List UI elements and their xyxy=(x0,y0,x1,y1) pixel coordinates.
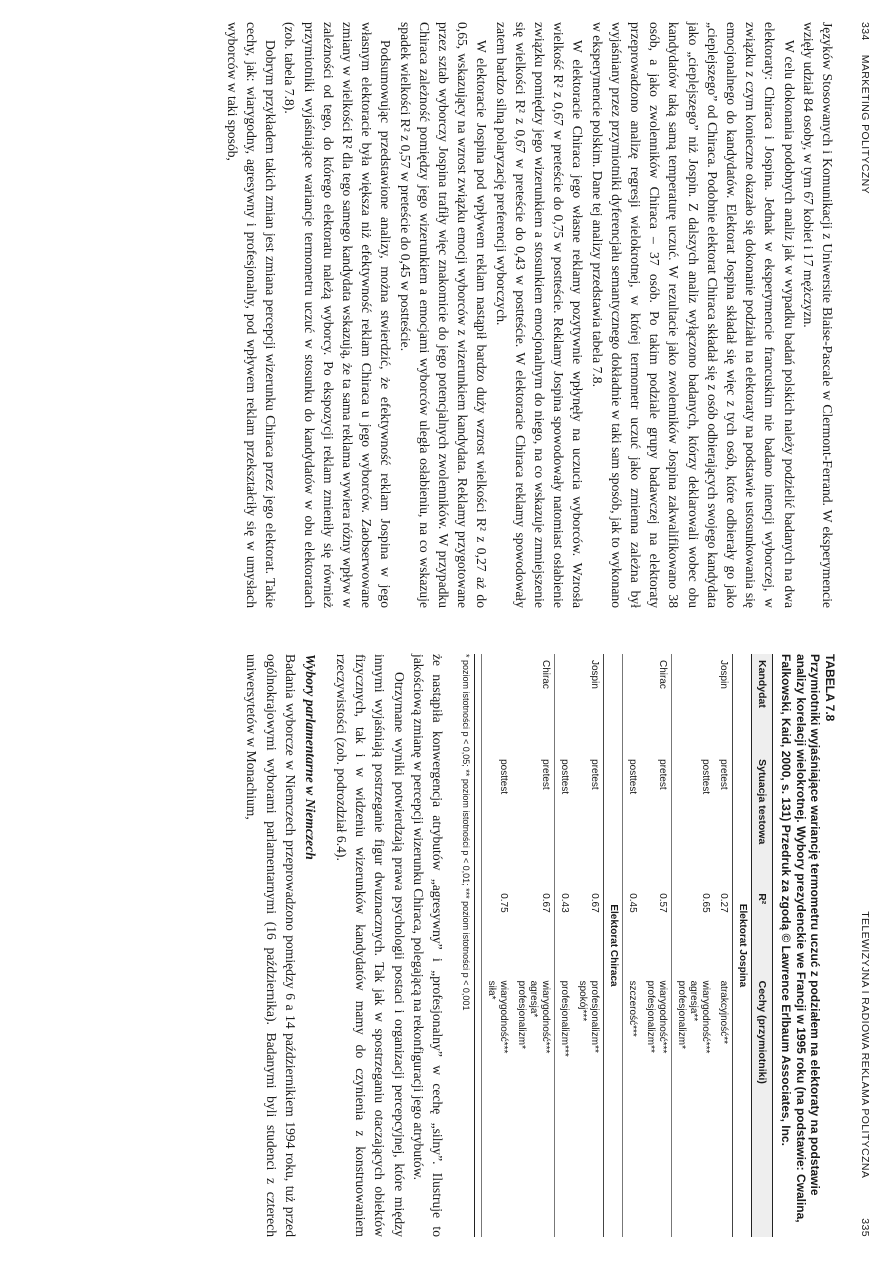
cell-r2: 0.57 xyxy=(657,893,668,913)
trait: wiarygodność*** xyxy=(700,980,711,1054)
trait: profesjonalizm** xyxy=(589,980,600,1053)
cell-situation: pretest xyxy=(657,759,668,790)
cell-traits xyxy=(623,975,642,1237)
table-group-row xyxy=(604,654,623,1237)
cell-r2: 0.67 xyxy=(540,893,551,913)
paragraph: Otrzymane wyniki potwierdzają prawa psychologii postaci i organizacji percepcyjnej, które między innymi wyjaśniają postrzeganie figur dwuznacznych. Tak jak w spostrzeganiu otaczających obiektów fizycznych, tak i w widzeniu wizerunków kandydatów mamy do czynienia z konstruowaniem rzeczywistości (zob. podrozdział 6.4). xyxy=(333,654,407,1237)
cell-traits xyxy=(641,975,672,1237)
trait: profesjonalizm* xyxy=(516,980,527,1049)
cell-r2: 0.43 xyxy=(555,887,574,974)
cell-r2: 0.65 xyxy=(672,887,715,974)
group-label: Elektorat Jospina xyxy=(733,654,752,1237)
right-running-head xyxy=(859,654,871,1237)
cell-situation: pretest xyxy=(589,759,600,790)
table-group-row xyxy=(733,654,752,1237)
cell-traits xyxy=(482,975,513,1237)
trait: wiarygodność*** xyxy=(540,980,551,1054)
cell-traits xyxy=(672,975,715,1237)
trait: agresja* xyxy=(528,980,539,1018)
table-row xyxy=(573,654,604,1237)
section-paragraph: Badania wyborcze w Niemczech przeprowadzono pomiędzy 6 a 14 październikiem 1994 roku, tuż przed ogólnokrajowymi wyborami parlamentarnymi (16 października). Badanymi byli studenci z czterech uniwersytetów w Monachium, xyxy=(244,654,298,1237)
trait: profesjonalizm*** xyxy=(559,980,570,1057)
paragraph: W elektoracie Chiraca jego własne reklamy pozytywnie wpłynęły na uczucia wyborców. Wzrosła wielkość R² z 0,67 w preteście do 0,75 w postteście. Reklamy Jospina spowodowały natomiast osłabienie związku pomiędzy jego wizerunkiem a stosunkiem emocjonalnym do niego, na co wskazuje zmniejszenie się wielkości R² z 0,67 w preteście do 0,43 w postteście. W elektoracie Chiraca reklamy spowodowały zatem bardzo silną polaryzację preferencji wyborczych. xyxy=(493,22,586,608)
table-row xyxy=(641,654,672,1237)
table-label: TABELA 7.8 xyxy=(823,654,837,722)
cell-r2: 0.27 xyxy=(718,893,729,913)
cell-r2: 0.75 xyxy=(482,887,513,974)
header-situation: Sytuacja testowa xyxy=(752,753,773,887)
table-row xyxy=(512,654,555,1237)
trait: szczerość*** xyxy=(627,980,638,1037)
trait: wiarygodność*** xyxy=(498,980,509,1054)
cell-situation: posttest xyxy=(482,753,513,887)
cell-r2: 0.45 xyxy=(623,887,642,974)
cell-traits xyxy=(714,975,733,1237)
header-traits: Cechy (przymiotniki) xyxy=(752,975,773,1237)
paragraph: Podsumowując przedstawione analizy, można stwierdzić, że efektywność reklam Jospina w jego własnym elektoracie była większa niż efektywność reklam Chiraca u jego wyborców. Zaobserwowane zmiany w wielkości R² dla tego samego kandydata wskazują, że ta sama reklama wywiera różny wpływ w zależności od tego, do którego elektoratu należą wyborcy. Po ekspozycji reklam zmieniły się również przymiotniki wyjaśniające wariancje termometru uczuć w stosunku do kandydatów w obu elektoratach (zob. tabela 7.8). xyxy=(282,22,394,608)
table-caption: Przymiotniki wyjaśniające wariancję termometru uczuć z podziałem na elektoraty na podstawie analizy korelacji wielokrotnej. Wybory prezydenckie we Francji w 1995 roku (na podstawie: Cwalina, Falkowski, Kaid, 2000, s. 131) Przedruk za zgodą © Lawrence Erlbaum Associates, Inc. xyxy=(779,654,823,1223)
trait: profesjonalizm* xyxy=(676,980,687,1049)
paragraph: Języków Stosowanych i Komunikacji z Uniwersite Blaise-Pascale w Clermont-Ferrand. W eksperymencie wzięły udział 84 osoby, w tym 67 kobiet i 17 mężczyzn. xyxy=(800,22,835,608)
left-page-number: 334 xyxy=(859,22,871,41)
cell-traits xyxy=(512,975,555,1237)
right-page-number: 335 xyxy=(859,1218,871,1237)
cell-candidate xyxy=(555,654,574,753)
trait: wiarygodność*** xyxy=(657,980,668,1054)
table-note: * poziom istotności p < 0,05; ** poziom istotności p < 0,01; *** poziom istotności p < 0,001 xyxy=(461,654,475,1237)
paragraph: że nastąpiła konwergencja atrybutów „agresywny” i „profesjonalny” w cechę „silny”. Ilustruje to jakościową zmianę w percepcji wizerunku Chiraca, polegającą na rekonfiguracji jego atrybutów. xyxy=(410,654,445,1237)
cell-situation: posttest xyxy=(555,753,574,887)
trait: profesjonalizm** xyxy=(645,980,656,1053)
table-row xyxy=(672,654,715,1237)
cell-situation: pretest xyxy=(718,759,729,790)
left-running-head xyxy=(859,22,871,608)
header-candidate: Kandydat xyxy=(752,654,773,753)
section-title: Wybory parlamentarne w Niemczech xyxy=(302,654,318,860)
table-row xyxy=(555,654,574,1237)
trait: siła* xyxy=(486,980,497,1000)
results-table xyxy=(481,654,773,1237)
table-header-row xyxy=(752,654,773,1237)
paragraph: W celu dokonania podobnych analiz jak w wypadku badań polskich należy podzielić badanych na dwa elektoraty: Chiraca i Jospina. Jednak w eksperymencie francuskim nie badano intencji wyborczej, w związku z czym konieczne okazało się dokonanie podziału na elektoraty na podstawie ustosunkowania się emocjonalnego do kandydatów. Elektorat Jospina składał się więc z tych osób, które odbierały go jako „cieplejszego” od Chiraca. Podobnie elektorat Chiraca składał się z osób odbierających swojego kandydata jako „cieplejszego” niż Jospin. Z dalszych analiz wyłączono badanych, którzy deklarowali wobec obu kandydatów taką samą temperaturę uczuć. W rezultacie jako zwolenników Jospina zakwalifikowano 38 osób, a jako zwolenników Chiraca – 37 osób. Po takim podziale grupy badawczej na elektoraty przeprowadzono analizę regresji wielokrotnej, w której termometr uczuć jako zmienna zależna był wyjaśniany przez przymiotniki dyferencjału semantycznego dokładnie w taki sam sposób, jak to wykonano w eksperymencie polskim. Dane tej analizy przedstawia tabela 7.8. xyxy=(589,22,797,608)
trait: agresja** xyxy=(688,980,699,1022)
table-row xyxy=(623,654,642,1237)
right-page xyxy=(0,632,893,1263)
table-row xyxy=(714,654,733,1237)
cell-candidate xyxy=(672,654,715,753)
cell-candidate xyxy=(623,654,642,753)
cell-r2: 0.67 xyxy=(589,893,600,913)
cell-candidate xyxy=(482,654,513,753)
trait: atrakcyjność** xyxy=(718,980,729,1044)
cell-candidate: Chirac xyxy=(657,660,668,689)
right-running-head-title: TELEWIZYJNA I RADIOWA REKLAMA POLITYCZNA xyxy=(859,911,871,1179)
header-r2: R² xyxy=(752,887,773,974)
cell-situation: posttest xyxy=(623,753,642,887)
cell-candidate: Chirac xyxy=(540,660,551,689)
paragraph: Dobrym przykładem takich zmian jest zmiana percepcji wizerunku Chiraca przez jego elektorat. Takie cechy, jak: wiarygodny, agresywny i profesjonalny, pod wpływem reklam przekształciły się w umysłach wyborców w taki sposób, xyxy=(224,22,279,608)
cell-traits xyxy=(555,975,574,1237)
cell-situation: pretest xyxy=(540,759,551,790)
paragraph: W elektoracie Jospina pod wpływem reklam nastąpił bardzo duży wzrost wielkości R² z 0,27 aż do 0,65, wskazujący na wzrost związku emocji wyborców z wizerunkiem kandydata. Reklamy przygotowane przez sztab wyborczy Jospina trafiły więc znakomicie do jego potencjalnych zwolenników. W przypadku Chiraca zależność pomiędzy jego wizerunkiem a emocjami wyborców uległa osłabieniu, na co wskazuje spadek wielkości R² z 0,57 w preteście do 0,45 w postteście. xyxy=(397,22,490,608)
left-running-head-title: MARKETING POLITYCZNY xyxy=(859,54,871,194)
cell-candidate: Jospin xyxy=(718,660,729,689)
cell-situation: posttest xyxy=(672,753,715,887)
group-label: Elektorat Chiraca xyxy=(604,654,623,1237)
cell-traits xyxy=(573,975,604,1237)
table-body xyxy=(482,654,752,1237)
trait: spokój*** xyxy=(577,980,588,1022)
table-row xyxy=(482,654,513,1237)
cell-candidate: Jospin xyxy=(589,660,600,689)
